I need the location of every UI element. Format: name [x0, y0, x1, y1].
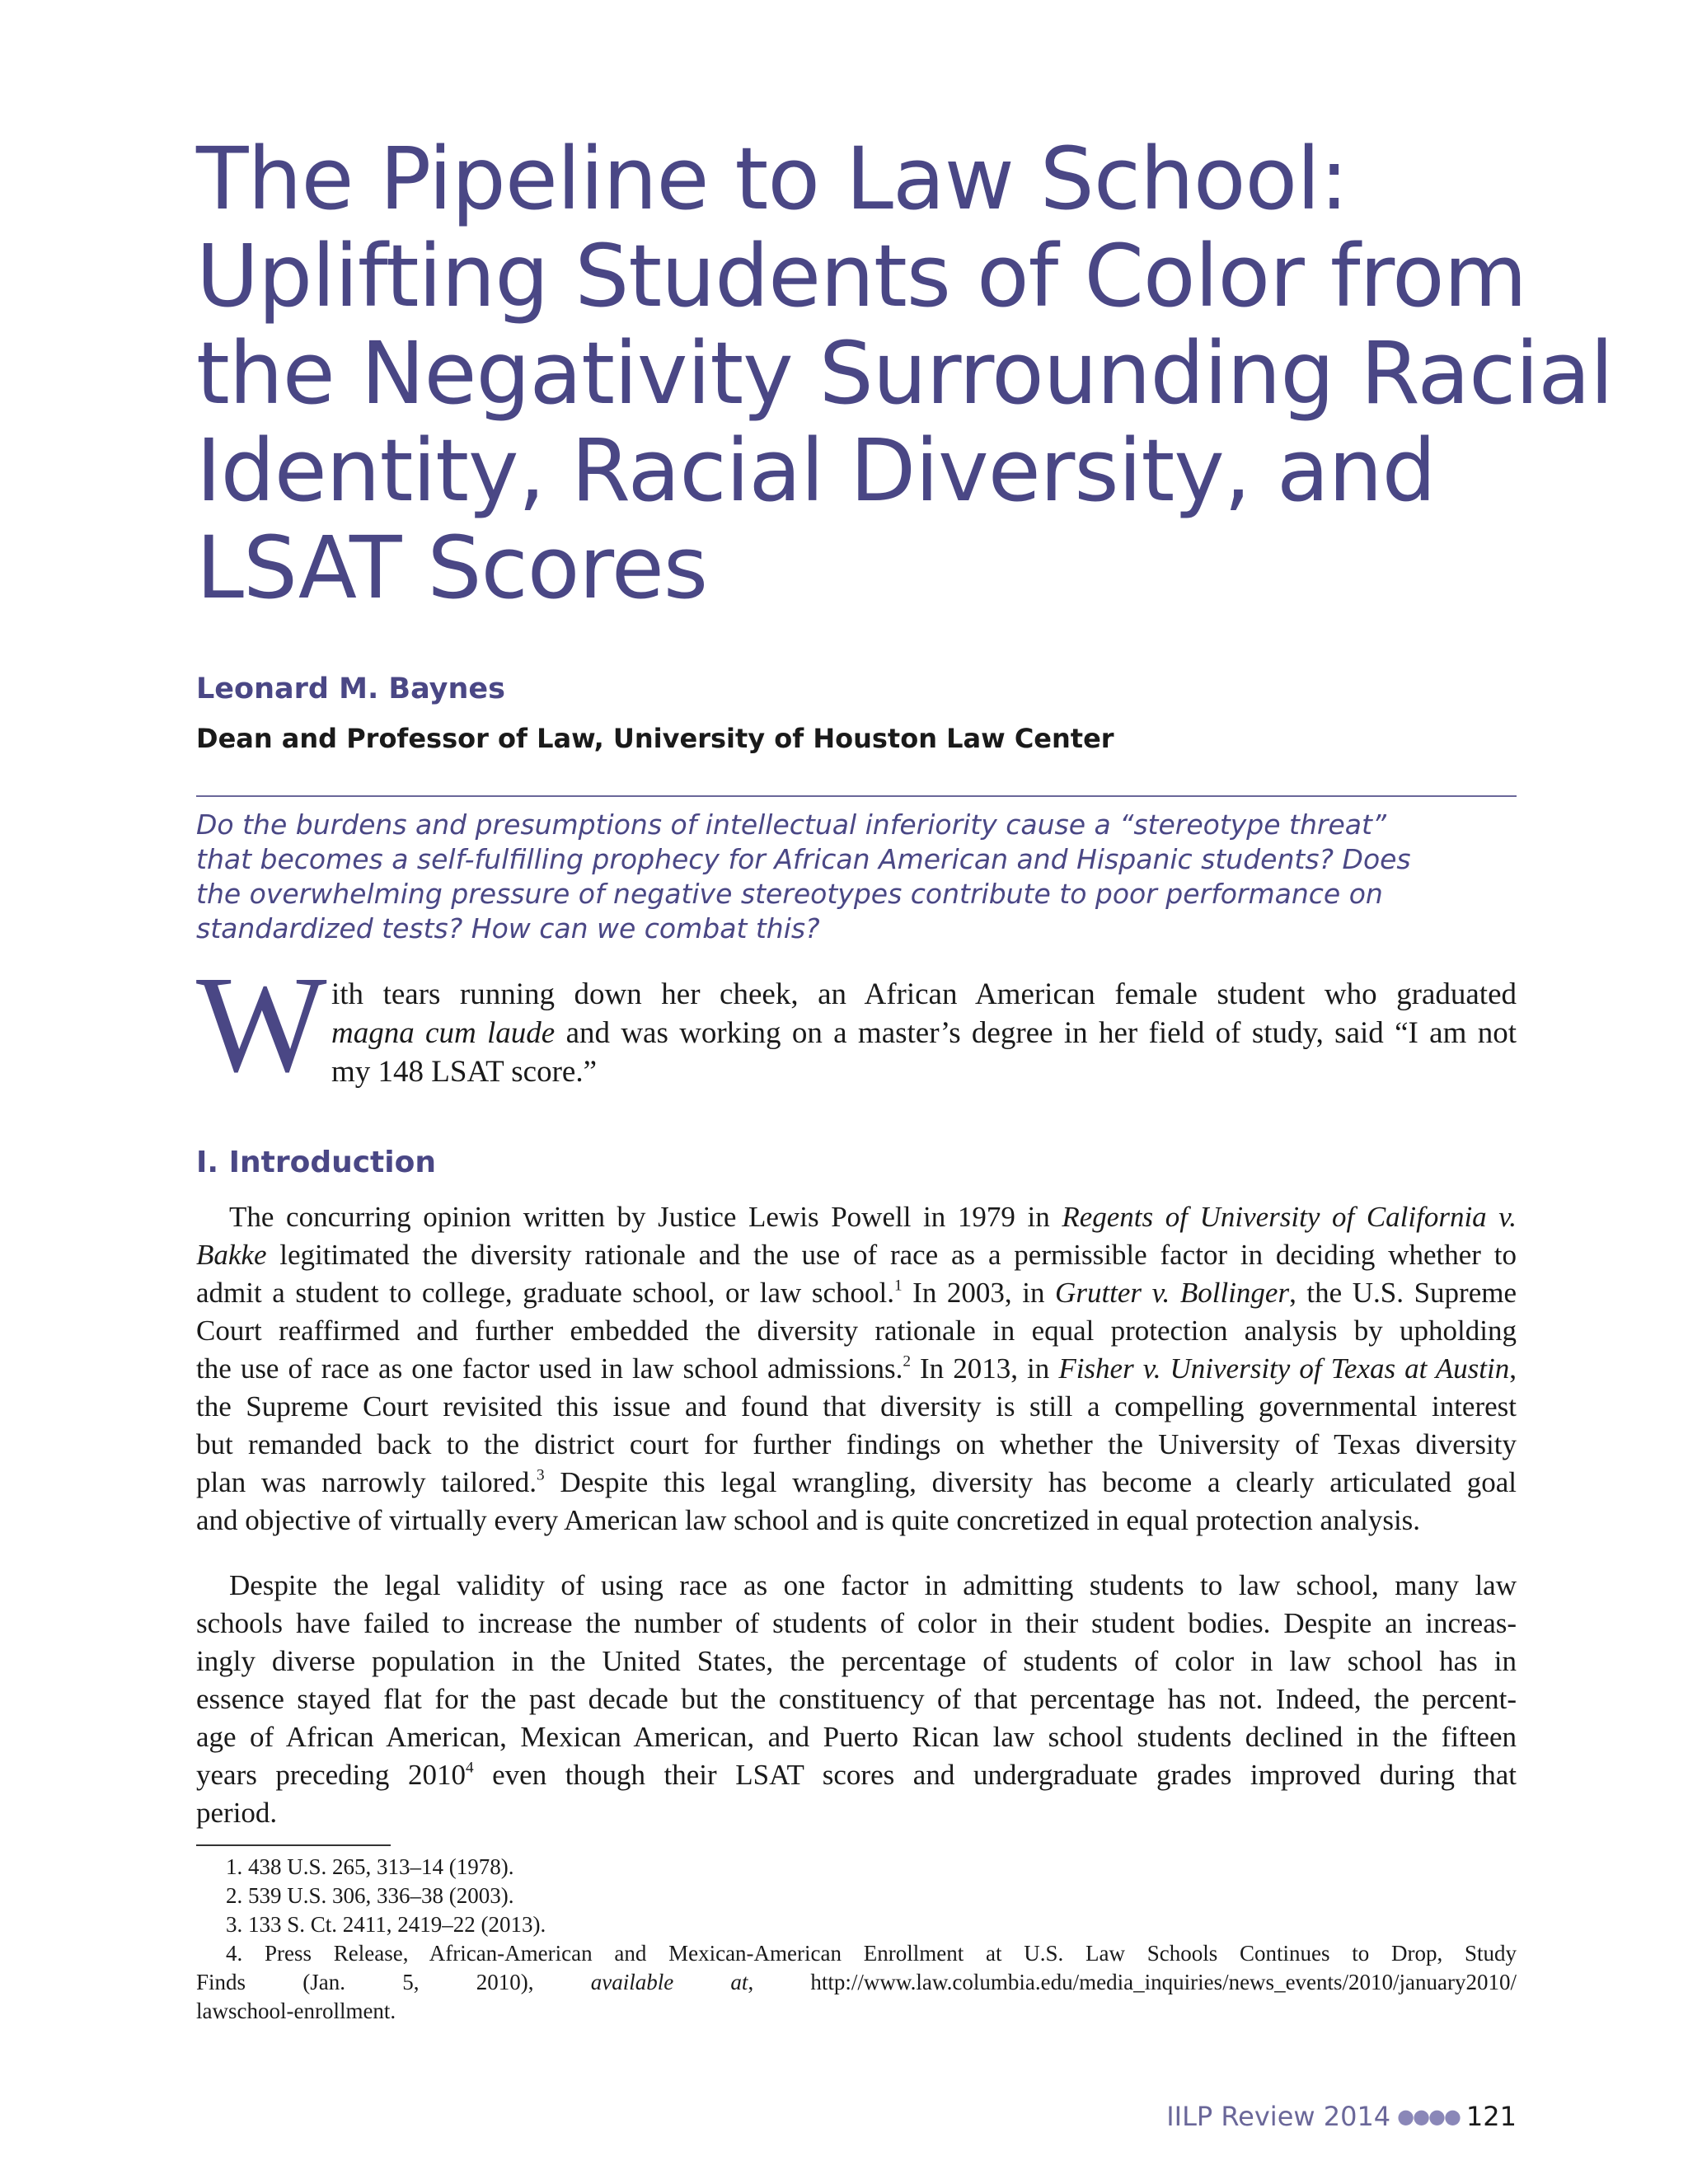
footnote-ref[interactable]: 3 [537, 1466, 545, 1484]
body-paragraph [196, 1567, 1517, 1832]
citation-signal: available at [590, 1970, 748, 1994]
text-line: the Supreme Court revisited this issue and found that diversity is still a compelling governmental interest [196, 1390, 1517, 1422]
section-heading: I. Introduction [196, 1146, 436, 1179]
text-line: essence stayed flat for the past decade but the constituency of that percentage has not. Indeed, the percent- [196, 1683, 1517, 1715]
title-line: Uplifting Students of Color from [196, 226, 1526, 326]
abstract-line: that becomes a self-fulfilling prophecy for African American and Hispanic students? Does [196, 843, 1411, 875]
text-line: age of African American, Mexican American, and Puerto Rican law school students declined in the fifteen [196, 1721, 1517, 1753]
footnote-ref[interactable]: 1 [893, 1277, 903, 1295]
footnote-url[interactable]: , http://www.law.columbia.edu/media_inquiries/news_events/2010/january2010/ [748, 1970, 1517, 1994]
text-line: Despite the legal validity of using race as one factor in admitting students to law school, many law [229, 1569, 1517, 1601]
text-line: and objective of virtually every American law school and is quite concretized in equal protection analysis. [196, 1504, 1421, 1536]
article-title [196, 129, 1613, 618]
title-line: The Pipeline to Law School: [196, 129, 1348, 229]
lede-line: ith tears running down her cheek, an African American female student who graduated [331, 977, 1517, 1011]
footnote: 4. Press Release, African-American and Mexican-American Enrollment at U.S. Law Schools Continues to Drop, Study [226, 1941, 1517, 1966]
case-name: Fisher v. University of Texas at Austin [1058, 1352, 1510, 1385]
lede-line: my 148 LSAT score.” [331, 1055, 597, 1089]
drop-cap: W [196, 948, 327, 1101]
text-line: schools have failed to increase the number of students of color in their student bodies. Despite an increas- [196, 1607, 1517, 1639]
text-line: ingly diverse population in the United States, the percentage of students of color in law school has in [196, 1645, 1517, 1677]
page-number: 121 [1465, 2101, 1517, 2132]
dots-ornament-icon: ●●●● [1397, 2105, 1460, 2128]
abstract-divider [196, 795, 1517, 797]
text-line: but remanded back to the district court for further findings on whether the University of Texas diversity [196, 1428, 1517, 1460]
footnotes [196, 1853, 1517, 2026]
abstract-line: standardized tests? How can we combat this? [196, 912, 820, 944]
title-line: LSAT Scores [196, 518, 708, 618]
footnote-ref[interactable]: 2 [903, 1352, 911, 1371]
footnote: 2. 539 U.S. 306, 336–38 (2003). [226, 1883, 514, 1908]
italic-phrase: magna cum laude [331, 1016, 556, 1050]
page-footer [1166, 2101, 1517, 2132]
footnote-continuation[interactable]: lawschool-enrollment. [196, 1999, 396, 2023]
text-line: Bakke legitimated the diversity rationale and the use of race as a permissible factor in deciding whether to [196, 1239, 1517, 1271]
author-affiliation: Dean and Professor of Law, University of Houston Law Center [196, 723, 1114, 754]
footnote-continuation: Finds (Jan. 5, 2010), available at, http://www.law.columbia.edu/media_inquiries/news_events/2010/january2010/ [196, 1970, 1517, 1994]
lede-paragraph [331, 975, 1517, 1091]
case-name: Grutter v. Bollinger [1055, 1277, 1290, 1309]
footnote: 3. 133 S. Ct. 2411, 2419–22 (2013). [226, 1912, 546, 1937]
text-line: years preceding 2010$^4$ even though their LSAT scores and undergraduate grades improved during that [196, 1759, 1517, 1791]
abstract-line: the overwhelming pressure of negative stereotypes contribute to poor performance on [196, 878, 1383, 910]
text-line: Court reaffirmed and further embedded the diversity rationale in equal protection analysis by upholding [196, 1315, 1517, 1347]
text-line: The concurring opinion written by Justice Lewis Powell in 1979 in Regents of University of California v. [229, 1201, 1517, 1233]
footnote-ref[interactable]: 4 [465, 1759, 474, 1777]
abstract [196, 808, 1517, 946]
case-name: Regents of University of California v. [1062, 1201, 1517, 1233]
title-line: Identity, Racial Diversity, and [196, 420, 1436, 521]
case-name: Bakke [196, 1239, 267, 1271]
lede-line: magna cum laude and was working on a master’s degree in her field of study, said “I am not [331, 1016, 1517, 1050]
footnote: 1. 438 U.S. 265, 313–14 (1978). [226, 1854, 514, 1879]
text-line: admit a student to college, graduate school, or law school.$^1$ In 2003, in Grutter v. Bollinger, the U.S. Supreme [196, 1277, 1517, 1309]
text-line: period. [196, 1797, 278, 1829]
text-line: the use of race as one factor used in law school admissions.$^2$ In 2013, in Fisher v. University of Texas at Austin, [196, 1352, 1517, 1385]
text-line: plan was narrowly tailored.$^3$ Despite this legal wrangling, diversity has become a clearly articulated goal [196, 1466, 1517, 1498]
author-name: Leonard M. Baynes [196, 673, 505, 705]
body-paragraph [196, 1198, 1517, 1540]
footnote-divider [196, 1844, 391, 1846]
journal-name: IILP Review 2014 [1166, 2101, 1391, 2132]
abstract-line: Do the burdens and presumptions of intellectual inferiority cause a “stereotype threat” [196, 808, 1387, 841]
title-line: the Negativity Surrounding Racial [196, 323, 1613, 424]
